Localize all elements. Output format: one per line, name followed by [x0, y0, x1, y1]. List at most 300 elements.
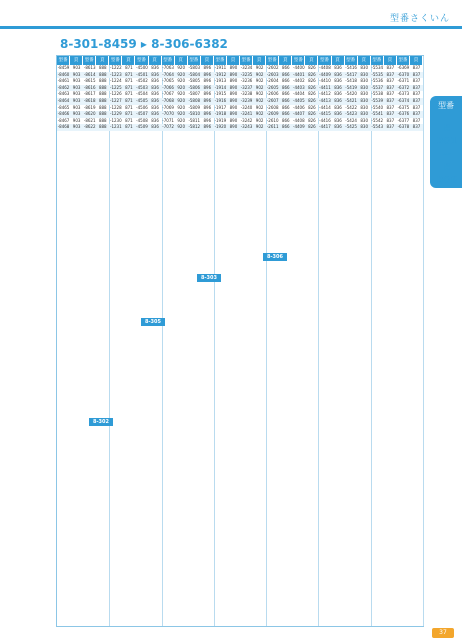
- table-row: [162, 118, 214, 125]
- table-cell: -4410: [319, 78, 331, 84]
- table-cell: 826: [308, 111, 316, 117]
- table-cell: 866: [281, 91, 290, 97]
- table-cell: -1229: [110, 111, 122, 117]
- table-cell: -1915: [214, 91, 227, 97]
- column-header-label: 頁: [96, 56, 109, 65]
- table-cell: 866: [281, 78, 290, 84]
- table-row: [318, 111, 370, 118]
- table-cell: -5419: [345, 84, 357, 90]
- table-cell: -6370: [397, 71, 410, 77]
- table-cell: 836: [151, 84, 159, 90]
- column-header-label: 型番: [345, 56, 358, 65]
- table-cell: 836: [151, 117, 159, 123]
- column-header: [318, 56, 370, 65]
- side-range-sep: ~: [442, 149, 452, 160]
- table-cell: -4403: [293, 84, 305, 90]
- column-body: [214, 65, 266, 626]
- table-cell: -5807: [188, 91, 201, 97]
- column-header-label: 型番: [318, 56, 331, 65]
- index-column: [371, 56, 424, 626]
- table-cell: -1920: [214, 124, 227, 130]
- table-cell: -4509: [136, 124, 148, 130]
- table-cell: -4401: [293, 71, 305, 77]
- table-row: [318, 72, 370, 79]
- table-cell: 836: [151, 91, 159, 97]
- side-range-start: 8: [443, 123, 451, 134]
- table-cell: 896: [203, 97, 212, 103]
- table-cell: -6376: [397, 111, 410, 117]
- table-cell: -8463: [57, 91, 70, 97]
- table-cell: -6371: [397, 78, 410, 84]
- table-cell: 890: [229, 84, 238, 90]
- table-row: [318, 98, 370, 105]
- table-cell: 830: [360, 71, 369, 77]
- column-body: [371, 65, 423, 626]
- index-column: [266, 56, 319, 626]
- table-row: [162, 105, 214, 112]
- table-cell: 836: [151, 104, 159, 110]
- table-cell: -1914: [214, 84, 227, 90]
- table-row: [162, 124, 214, 131]
- table-cell: -4400: [293, 65, 305, 70]
- table-row: [162, 91, 214, 98]
- table-cell: -5811: [188, 117, 201, 123]
- table-cell: 871: [125, 117, 133, 123]
- table-cell: 896: [203, 78, 212, 84]
- table-row: [266, 65, 318, 72]
- table-cell: -3236: [240, 78, 253, 84]
- table-cell: 871: [125, 97, 133, 103]
- table-cell: 903: [72, 104, 81, 110]
- table-cell: 896: [203, 84, 212, 90]
- table-cell: 836: [334, 124, 342, 130]
- table-cell: 920: [177, 124, 185, 130]
- table-row: [214, 98, 266, 105]
- table-cell: -1230: [110, 117, 122, 123]
- table-cell: 837: [386, 71, 395, 77]
- table-cell: -3241: [240, 111, 253, 117]
- table-cell: 902: [255, 124, 264, 130]
- table-cell: -5542: [371, 117, 384, 123]
- table-cell: 837: [412, 117, 421, 123]
- table-row: [371, 65, 423, 72]
- table-row: [214, 118, 266, 125]
- section-marker: 8-306: [263, 253, 287, 261]
- table-cell: 837: [386, 104, 395, 110]
- table-cell: 837: [412, 111, 421, 117]
- table-cell: -5805: [188, 78, 201, 84]
- table-cell: 888: [98, 104, 107, 110]
- table-cell: 871: [125, 124, 133, 130]
- table-cell: 837: [386, 84, 395, 90]
- table-cell: -5806: [188, 84, 201, 90]
- table-cell: 866: [281, 84, 290, 90]
- column-body: [57, 65, 109, 626]
- column-body: [266, 65, 318, 626]
- table-row: [214, 91, 266, 98]
- table-cell: 903: [72, 78, 81, 84]
- table-cell: -7066: [162, 84, 174, 90]
- table-cell: -4508: [136, 117, 148, 123]
- table-cell: 871: [125, 65, 133, 70]
- table-cell: -4501: [136, 71, 148, 77]
- table-cell: -4506: [136, 104, 148, 110]
- table-cell: -1227: [110, 97, 122, 103]
- table-row: [318, 78, 370, 85]
- table-cell: -2605: [266, 84, 279, 90]
- table-cell: -6373: [397, 91, 410, 97]
- table-cell: -6369: [397, 65, 410, 70]
- column-header: [371, 56, 423, 65]
- table-cell: -3235: [240, 71, 253, 77]
- table-row: [371, 118, 423, 125]
- table-cell: -7070: [162, 111, 174, 117]
- table-cell: 902: [255, 84, 264, 90]
- table-cell: -3237: [240, 84, 253, 90]
- table-cell: -1913: [214, 78, 227, 84]
- table-cell: 836: [151, 78, 159, 84]
- table-cell: 836: [334, 78, 342, 84]
- table-cell: -5534: [371, 65, 384, 70]
- table-cell: -8620: [83, 111, 96, 117]
- table-cell: -4417: [319, 124, 331, 130]
- table-cell: -1916: [214, 97, 227, 103]
- table-cell: -7072: [162, 124, 174, 130]
- table-cell: -5422: [345, 104, 357, 110]
- table-cell: 890: [229, 97, 238, 103]
- table-cell: 903: [72, 124, 81, 130]
- column-header-label: 頁: [70, 56, 83, 65]
- table-row: [371, 78, 423, 85]
- table-row: [266, 72, 318, 79]
- column-header-label: 型番: [292, 56, 305, 65]
- table-cell: 830: [360, 117, 369, 123]
- section-marker: 8-305: [141, 318, 165, 326]
- table-cell: 837: [386, 117, 395, 123]
- table-row: [371, 98, 423, 105]
- table-row: [266, 105, 318, 112]
- table-cell: 837: [412, 78, 421, 84]
- table-cell: 830: [360, 84, 369, 90]
- table-cell: -2602: [266, 65, 279, 70]
- table-cell: 920: [177, 97, 185, 103]
- table-cell: 896: [203, 124, 212, 130]
- table-cell: 866: [281, 111, 290, 117]
- table-row: [371, 124, 423, 131]
- table-cell: -5804: [188, 71, 201, 77]
- table-row: [266, 98, 318, 105]
- table-row: [318, 105, 370, 112]
- table-cell: 920: [177, 111, 185, 117]
- table-cell: 920: [177, 84, 185, 90]
- table-row: [57, 78, 109, 85]
- table-cell: 902: [255, 78, 264, 84]
- table-cell: 826: [308, 97, 316, 103]
- table-cell: 826: [308, 117, 316, 123]
- table-cell: -5537: [371, 84, 384, 90]
- table-cell: 920: [177, 91, 185, 97]
- table-cell: -3243: [240, 124, 253, 130]
- table-row: [214, 124, 266, 131]
- column-header-label: 頁: [410, 56, 423, 65]
- column-header-label: 頁: [305, 56, 318, 65]
- table-row: [214, 85, 266, 92]
- table-cell: -5809: [188, 104, 201, 110]
- table-cell: -4505: [136, 97, 148, 103]
- table-cell: -4500: [136, 65, 148, 70]
- table-cell: -4407: [293, 111, 305, 117]
- table-cell: -8614: [83, 71, 96, 77]
- table-row: [162, 85, 214, 92]
- table-row: [57, 105, 109, 112]
- column-header: [266, 56, 318, 65]
- table-cell: -4409: [319, 71, 331, 77]
- column-header-label: 型番: [57, 56, 70, 65]
- table-row: [214, 65, 266, 72]
- table-cell: -5803: [188, 65, 201, 70]
- column-header-label: 頁: [279, 56, 292, 65]
- table-row: [57, 65, 109, 72]
- table-cell: 866: [281, 97, 290, 103]
- column-header-label: 型番: [214, 56, 227, 65]
- table-row: [214, 72, 266, 79]
- table-cell: -5420: [345, 91, 357, 97]
- table-row: [57, 72, 109, 79]
- table-cell: 896: [203, 104, 212, 110]
- table-cell: -2610: [266, 117, 279, 123]
- table-cell: 826: [308, 84, 316, 90]
- table-cell: -7071: [162, 117, 174, 123]
- table-row: [162, 98, 214, 105]
- column-header-label: 頁: [253, 56, 266, 65]
- table-cell: 888: [98, 71, 107, 77]
- table-cell: -8459: [57, 65, 70, 70]
- table-cell: -5812: [188, 124, 201, 130]
- table-cell: 888: [98, 91, 107, 97]
- table-cell: -5425: [345, 124, 357, 130]
- table-cell: -6378: [397, 124, 410, 130]
- table-cell: 890: [229, 111, 238, 117]
- table-cell: -3240: [240, 104, 253, 110]
- table-cell: -4415: [319, 111, 331, 117]
- table-cell: -7064: [162, 71, 174, 77]
- table-row: [266, 118, 318, 125]
- column-header: [57, 56, 109, 65]
- table-cell: 902: [255, 111, 264, 117]
- table-cell: -4503: [136, 84, 148, 90]
- column-header: [214, 56, 266, 65]
- table-cell: -2608: [266, 104, 279, 110]
- column-body: [162, 65, 214, 626]
- table-cell: 837: [386, 91, 395, 97]
- table-cell: -4502: [136, 78, 148, 84]
- table-cell: -8616: [83, 84, 96, 90]
- table-row: [57, 111, 109, 118]
- table-cell: 837: [412, 71, 421, 77]
- table-cell: 903: [72, 71, 81, 77]
- column-header-label: 型番: [83, 56, 96, 65]
- table-cell: 920: [177, 65, 185, 70]
- table-cell: -8468: [57, 124, 70, 130]
- table-row: [266, 111, 318, 118]
- table-cell: -5416: [345, 65, 357, 70]
- table-cell: 890: [229, 124, 238, 130]
- table-cell: 896: [203, 65, 212, 70]
- table-cell: 830: [360, 65, 369, 70]
- table-row: [57, 124, 109, 131]
- table-cell: -1912: [214, 71, 227, 77]
- table-row: [109, 118, 161, 125]
- table-cell: 888: [98, 117, 107, 123]
- column-header-label: 型番: [135, 56, 148, 65]
- table-row: [109, 124, 161, 131]
- table-cell: -8617: [83, 91, 96, 97]
- table-cell: -8619: [83, 104, 96, 110]
- table-row: [318, 118, 370, 125]
- table-row: [162, 65, 214, 72]
- table-cell: -4408: [319, 65, 331, 70]
- section-marker: 8-303: [197, 274, 221, 282]
- table-row: [371, 105, 423, 112]
- column-header-label: 頁: [384, 56, 397, 65]
- table-cell: 826: [308, 78, 316, 84]
- table-cell: -1231: [110, 124, 122, 130]
- table-cell: -4413: [319, 97, 331, 103]
- table-cell: 896: [203, 71, 212, 77]
- table-cell: 896: [203, 91, 212, 97]
- table-cell: 903: [72, 97, 81, 103]
- table-cell: -1225: [110, 84, 122, 90]
- table-cell: -4406: [293, 104, 305, 110]
- table-cell: 920: [177, 71, 185, 77]
- table-cell: -7069: [162, 104, 174, 110]
- column-header-label: 頁: [175, 56, 188, 65]
- table-cell: -6375: [397, 104, 410, 110]
- table-cell: -8622: [83, 124, 96, 130]
- table-cell: -1911: [214, 65, 227, 70]
- table-cell: -3242: [240, 117, 253, 123]
- table-row: [266, 78, 318, 85]
- table-cell: 902: [255, 97, 264, 103]
- table-cell: 871: [125, 91, 133, 97]
- table-cell: -8460: [57, 71, 70, 77]
- table-cell: 837: [386, 97, 395, 103]
- table-cell: 903: [72, 91, 81, 97]
- table-row: [266, 124, 318, 131]
- column-header-label: 頁: [122, 56, 135, 65]
- table-cell: -5538: [371, 91, 384, 97]
- table-row: [109, 111, 161, 118]
- column-header-label: 型番: [240, 56, 253, 65]
- table-cell: -8465: [57, 104, 70, 110]
- table-row: [266, 91, 318, 98]
- table-cell: 902: [255, 117, 264, 123]
- table-cell: -2609: [266, 111, 279, 117]
- table-row: [57, 85, 109, 92]
- table-cell: 888: [98, 124, 107, 130]
- table-cell: -4402: [293, 78, 305, 84]
- table-row: [371, 85, 423, 92]
- side-range-mid1: 301: [436, 136, 458, 147]
- table-cell: 903: [72, 65, 81, 70]
- table-cell: 896: [203, 117, 212, 123]
- table-cell: -8462: [57, 84, 70, 90]
- table-cell: -5810: [188, 111, 201, 117]
- table-cell: 888: [98, 84, 107, 90]
- table-cell: 830: [360, 104, 369, 110]
- column-header-label: 頁: [358, 56, 371, 65]
- table-cell: 890: [229, 117, 238, 123]
- table-cell: 866: [281, 104, 290, 110]
- table-cell: -7063: [162, 65, 174, 70]
- column-header-label: 型番: [397, 56, 410, 65]
- table-cell: -1226: [110, 91, 122, 97]
- side-tab-label: 型番: [438, 101, 454, 110]
- table-cell: 866: [281, 65, 290, 70]
- table-cell: 871: [125, 84, 133, 90]
- column-header-label: 頁: [149, 56, 162, 65]
- side-range-end: 306: [436, 175, 458, 186]
- table-cell: 837: [386, 124, 395, 130]
- table-cell: -4408: [293, 117, 305, 123]
- table-cell: 902: [255, 104, 264, 110]
- index-column: [109, 56, 162, 626]
- index-column: [162, 56, 215, 626]
- table-row: [214, 111, 266, 118]
- table-cell: 837: [412, 65, 421, 70]
- table-cell: 836: [334, 97, 342, 103]
- table-cell: 826: [308, 65, 316, 70]
- range-title: 8-301-8459 ▸ 8-306-6382: [60, 37, 228, 51]
- column-header-label: 型番: [371, 56, 384, 65]
- table-row: [109, 91, 161, 98]
- table-cell: -5536: [371, 78, 384, 84]
- table-row: [109, 105, 161, 112]
- table-cell: 890: [229, 71, 238, 77]
- table-cell: -8466: [57, 111, 70, 117]
- index-column: [57, 56, 110, 626]
- table-cell: -1222: [110, 65, 122, 70]
- table-cell: 888: [98, 78, 107, 84]
- top-bar: [0, 0, 462, 26]
- table-cell: 826: [308, 91, 316, 97]
- table-cell: 836: [334, 111, 342, 117]
- table-cell: -4414: [319, 104, 331, 110]
- table-row: [57, 118, 109, 125]
- table-cell: 837: [386, 65, 395, 70]
- table-cell: 871: [125, 71, 133, 77]
- table-cell: 830: [360, 78, 369, 84]
- table-cell: -1918: [214, 111, 227, 117]
- table-cell: -5418: [345, 78, 357, 84]
- table-cell: 888: [98, 97, 107, 103]
- table-cell: -6374: [397, 97, 410, 103]
- column-header-label: 頁: [201, 56, 214, 65]
- table-row: [318, 65, 370, 72]
- table-cell: -7067: [162, 91, 174, 97]
- table-cell: 836: [334, 71, 342, 77]
- table-row: [214, 78, 266, 85]
- table-row: [162, 111, 214, 118]
- table-row: [57, 98, 109, 105]
- table-cell: -5541: [371, 111, 384, 117]
- table-cell: 837: [386, 78, 395, 84]
- table-cell: 902: [255, 65, 264, 70]
- table-cell: 902: [255, 71, 264, 77]
- column-body: [109, 65, 161, 626]
- table-cell: -2611: [266, 124, 279, 130]
- column-header-label: 型番: [266, 56, 279, 65]
